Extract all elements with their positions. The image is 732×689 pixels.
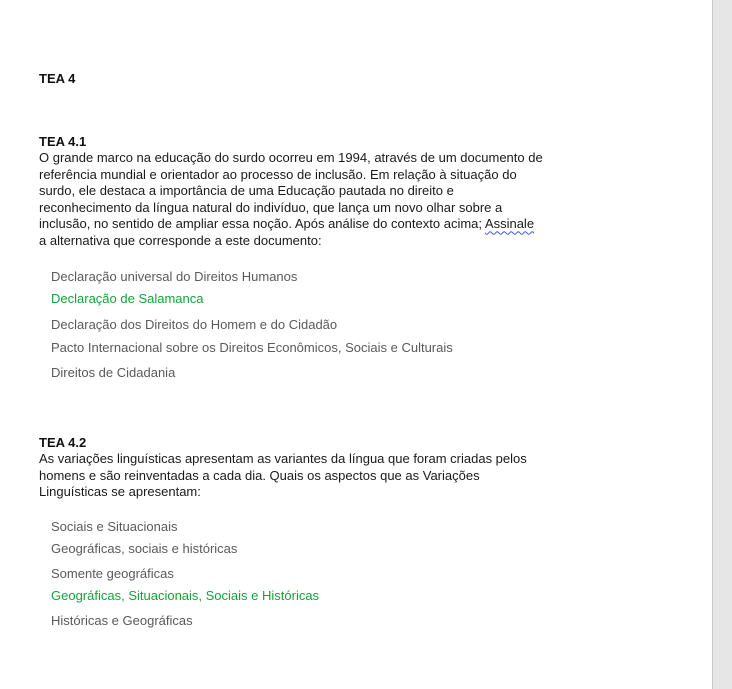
- question-text: [39, 150, 659, 250]
- question-block-4-1: [39, 134, 659, 250]
- document-title: TEA 4: [39, 71, 76, 86]
- question-text-line: homens e são reinventadas a cada dia. Quais os aspectos que as Variações: [39, 467, 480, 483]
- question-text-line: Linguísticas se apresentam:: [39, 484, 201, 500]
- spellcheck-flagged-word[interactable]: Assinale: [484, 216, 535, 232]
- question-text-line: a alternativa que corresponde a este documento:: [39, 232, 322, 248]
- option-item-correct[interactable]: Declaração de Salamanca: [51, 291, 204, 306]
- question-text-line: referência mundial e orientador ao processo de inclusão. Em relação à situação do: [39, 166, 517, 182]
- question-text-line: reconhecimento da língua natural do indivíduo, que lança um novo olhar sobre a: [39, 199, 503, 215]
- question-heading: TEA 4.1: [39, 134, 87, 149]
- question-heading: TEA 4.2: [39, 435, 87, 450]
- option-item[interactable]: Geográficas, sociais e históricas: [51, 541, 238, 556]
- option-item[interactable]: Declaração dos Direitos do Homem e do Cidadão: [51, 317, 338, 332]
- question-block-4-2: [39, 435, 659, 501]
- option-item[interactable]: Pacto Internacional sobre os Direitos Econômicos, Sociais e Culturais: [51, 340, 453, 355]
- question-text: [39, 451, 659, 501]
- question-text-line: As variações linguísticas apresentam as variantes da língua que foram criadas pelos: [39, 451, 527, 466]
- question-text-line: surdo, ele destaca a importância de uma Educação pautada no direito e: [39, 183, 454, 199]
- option-item[interactable]: Direitos de Cidadania: [51, 365, 176, 380]
- option-item[interactable]: Sociais e Situacionais: [51, 519, 178, 534]
- question-text-line: O grande marco na educação do surdo ocorreu em 1994, através de um documento de: [39, 150, 543, 165]
- option-item[interactable]: Somente geográficas: [51, 566, 174, 581]
- option-item[interactable]: Históricas e Geográficas: [51, 613, 193, 628]
- option-item-correct[interactable]: Geográficas, Situacionais, Sociais e Históricas: [51, 588, 320, 603]
- vertical-scrollbar[interactable]: [712, 0, 732, 689]
- option-item[interactable]: Declaração universal do Direitos Humanos: [51, 269, 298, 284]
- question-text-line: inclusão, no sentido de ampliar essa noção. Após análise do contexto acima;: [39, 216, 485, 232]
